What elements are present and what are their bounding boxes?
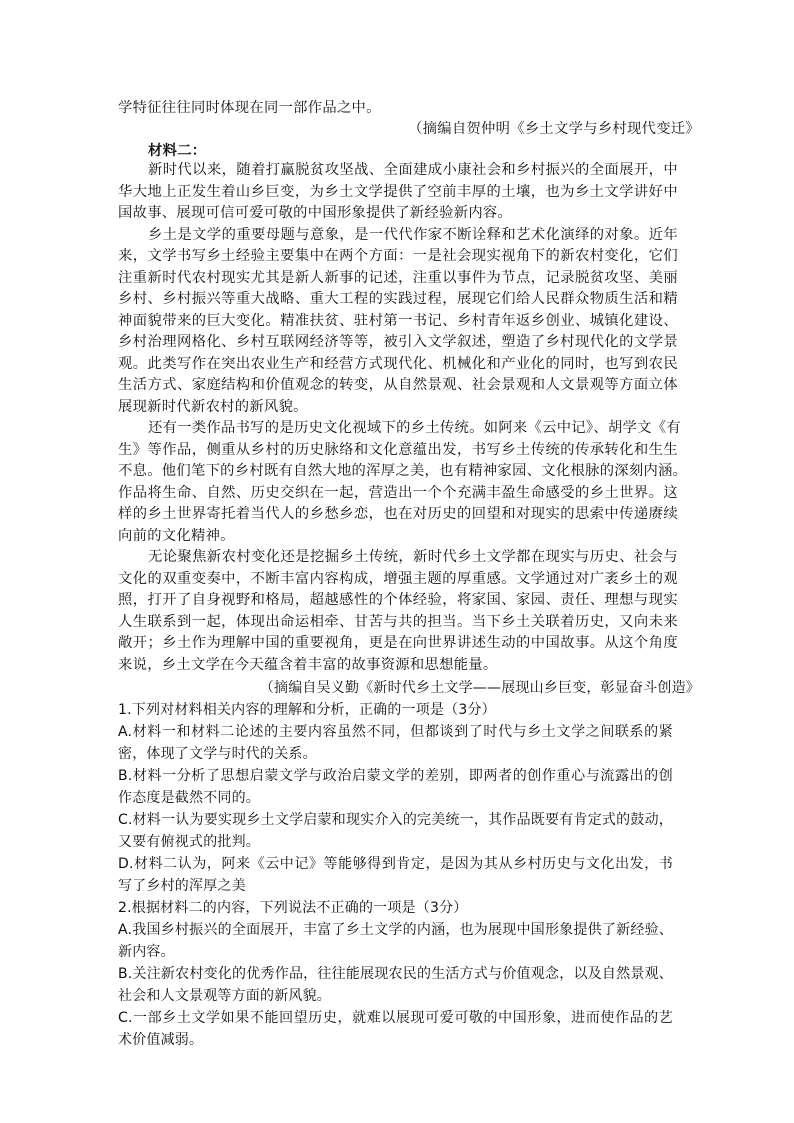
material2-heading: 材料二： <box>148 143 207 159</box>
material2-line: 展现新时代新农村的新风貌。 <box>118 399 308 415</box>
material2-line: 无论聚焦新农村变化还是挖掘乡土传统，新时代乡土文学都在现实与历史、社会与 <box>148 549 678 565</box>
question-1-option-d-cont: 写了乡村的浑厚之美 <box>118 878 246 894</box>
material2-line: 来说，乡土文学在今天蕴含着丰富的故事资源和思想能量。 <box>118 657 498 673</box>
material2-line: 来，文学书写乡土经验主要集中在两个方面：一是社会现实视角下的新农村变化，它们 <box>118 248 678 264</box>
material2-line: 文化的双重变奏中，不断丰富内容构成，增强主题的厚重感。文学通过对广袤乡土的观 <box>118 571 678 587</box>
material2-line: 华大地上正发生着山乡巨变，为乡土文学提供了空前丰厚的土壤，也为乡土文学讲好中 <box>118 184 678 200</box>
material2-line: 敞开；乡土作为理解中国的重要视角，更是在向世界讲述生动的中国故事。从这个角度 <box>118 635 678 651</box>
question-2-option-a-cont: 新内容。 <box>118 944 175 960</box>
material1-closing-line: 学特征往往同时体现在同一部作品之中。 <box>118 100 381 116</box>
question-2-option-c-cont: 术价值减弱。 <box>118 1032 204 1048</box>
question-2-option-b: B.关注新农村变化的优秀作品，往往能展现农民的生活方式与价值观念，以及自然景观、 <box>118 966 673 982</box>
question-1-option-b: B.材料一分析了思想启蒙文学与政治启蒙文学的差别，即两者的创作重心与流露出的创 <box>118 768 673 784</box>
material2-line: 注重新时代农村现实尤其是新人新事的记述，注重以事件为节点，记录脱贫攻坚、美丽 <box>118 270 678 286</box>
question-1-option-d: D.材料二认为，阿来《云中记》等能够得到肯定，是因为其从乡村历史与文化出发，书 <box>118 856 673 872</box>
material1-source-citation: （摘编自贺仲明《乡土文学与乡村现代变迁》 <box>408 121 700 137</box>
question-1-option-c-cont: 又要有俯视式的批判。 <box>118 834 260 850</box>
material2-line: 还有一类作品书写的是历史文化视域下的乡土传统。如阿来《云中记》、胡学文《有 <box>148 420 681 436</box>
question-1-option-c: C.材料一认为要实现乡土文学启蒙和现实介入的完美统一，其作品既要有肯定式的鼓动， <box>118 812 673 828</box>
material2-line: 观。此类写作在突出农业生产和经营方式现代化、机械化和产业化的同时，也写到农民 <box>118 356 678 372</box>
material2-line: 作品将生命、自然、历史交织在一起，营造出一个个充满丰盈生命感受的乡土世界。这 <box>118 485 678 501</box>
question-1-stem: 1.下列对材料相关内容的理解和分析，正确的一项是（3分） <box>118 702 496 718</box>
question-1-option-b-cont: 作态度是截然不同的。 <box>118 790 260 806</box>
question-1-option-a: A.材料一和材料二论述的主要内容虽然不同，但都谈到了时代与乡土文学之间联系的紧 <box>118 724 673 740</box>
material2-source-citation: （摘编自吴义勤《新时代乡土文学——展现山乡巨变，彰显奋斗创造》 <box>259 680 700 696</box>
question-2-stem: 2.根据材料二的内容，下列说法不正确的一项是（3分） <box>118 900 468 916</box>
material2-line: 新时代以来，随着打赢脱贫攻坚战、全面建成小康社会和乡村振兴的全面展开，中 <box>148 162 678 178</box>
material2-line: 不息。他们笔下的乡村既有自然大地的浑厚之美，也有精神家园、文化根脉的深刻内涵。 <box>118 463 688 479</box>
material2-line: 乡村、乡村振兴等重大战略、重大工程的实践过程，展现它们给人民群众物质生活和精 <box>118 291 678 307</box>
material2-line: 向前的文化精神。 <box>118 528 235 544</box>
material2-line: 生》等作品，侧重从乡村的历史脉络和文化意蕴出发，书写乡土传统的传承转化和生生 <box>118 442 678 458</box>
question-1-option-a-cont: 密，体现了文学与时代的关系。 <box>118 746 317 762</box>
material2-line: 生活方式、家庭结构和价值观念的转变，从自然景观、社会景观和人文景观等方面立体 <box>118 377 678 393</box>
material2-line: 照，打开了自身视野和格局，超越感性的个体经验，将家国、家园、责任、理想与现实 <box>118 592 678 608</box>
material2-line: 神面貌带来的巨大变化。精准扶贫、驻村第一书记、乡村青年返乡创业、城镇化建设、 <box>118 313 678 329</box>
question-2-option-c: C.一部乡土文学如果不能回望历史，就难以展现可爱可敬的中国形象，进而使作品的艺 <box>118 1010 673 1026</box>
question-2-option-b-cont: 社会和人文景观等方面的新风貌。 <box>118 988 331 1004</box>
material2-line: 乡村治理网格化、乡村互联网经济等等，被引入文学叙述，塑造了乡村现代化的文学景 <box>118 334 678 350</box>
question-2-option-a: A.我国乡村振兴的全面展开，丰富了乡土文学的内涵，也为展现中国形象提供了新经验、 <box>118 922 673 938</box>
material2-line: 样的乡土世界寄托着当代人的乡愁乡恋，也在对历史的回望和对现实的思索中传递赓续 <box>118 506 678 522</box>
material2-line: 乡土是文学的重要母题与意象，是一代代作家不断诠释和艺术化演绎的对象。近年 <box>148 227 678 243</box>
material2-line: 人生联系到一起，体现出命运相牵、甘苦与共的担当。当下乡土关联着历史，又向未来 <box>118 614 678 630</box>
material2-line: 国故事、展现可信可爱可敬的中国形象提供了新经验新内容。 <box>118 205 513 221</box>
